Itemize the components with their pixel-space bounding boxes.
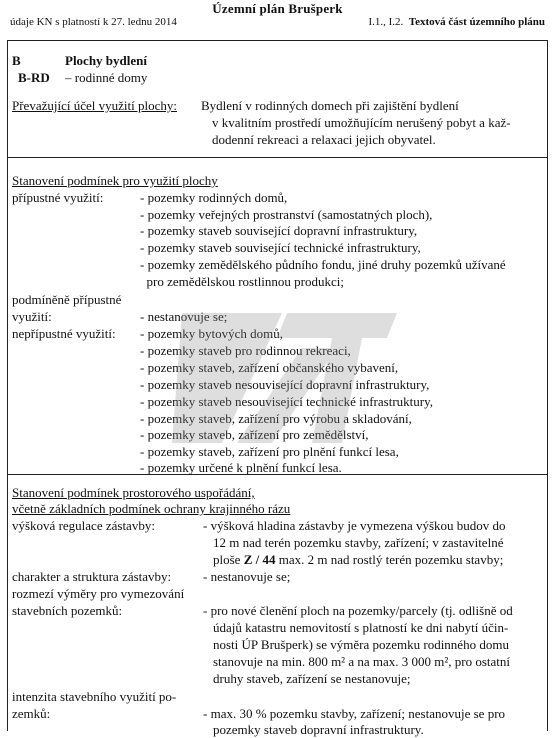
height-label: výšková regulace zástavby: (12, 518, 155, 533)
height-line (213, 551, 503, 568)
cadastre-date-note: údaje KN s platností k 27. lednu 2014 (10, 16, 177, 28)
prohibited-item: - pozemky staveb pro rodinnou rekreaci, (140, 343, 351, 358)
section-subcode: B-RD (18, 70, 50, 85)
permitted-label: přípustné využití: (12, 190, 104, 205)
intensity-label: zemků: (12, 706, 51, 721)
permitted-item: - pozemky veřejných prostranství (samostatných ploch), (140, 207, 433, 222)
plot-size-label: stavebních pozemků: (12, 603, 123, 618)
plot-size-line: druhy staveb, zařízení se nestanovuje; (213, 671, 411, 686)
intensity-line: - max. 30 % pozemku stavby, zařízení; nestanovuje se pro (203, 706, 506, 721)
prohibited-item: - pozemky staveb nesouvisející technické infrastruktury, (140, 394, 434, 409)
spatial-heading: Stanovení podmínek prostorového uspořádání, (12, 485, 255, 500)
prohibited-item: - pozemky staveb, zařízení občanského vybavení, (140, 360, 399, 375)
character-value: - nestanovuje se; (203, 569, 291, 584)
permitted-item: pro zemědělskou rostlinnou produkci; (140, 274, 344, 289)
document-part-text: Textová část územního plánu (408, 16, 545, 28)
permitted-item: - pozemky staveb související dopravní infrastruktury, (140, 223, 418, 238)
plot-size-line: - pro nové členění ploch na pozemky/parcely (tj. odlišně od (203, 603, 513, 618)
section-code: B (12, 53, 21, 68)
prohibited-item: - pozemky bytových domů, (140, 326, 283, 341)
plot-size-line: údajů katastru nemovitostí s platností ke dni nabytí účin- (213, 620, 509, 635)
height-plocha-code: Z / 44 (243, 552, 276, 567)
intensity-line: pozemky staveb dopravní infrastruktury. (213, 722, 424, 737)
conditional-label: využití: (12, 309, 52, 324)
purpose-line: dodenní rekreaci a relaxaci jejich obyvatel. (212, 132, 436, 147)
spatial-heading: včetně základních podmínek ochrany krajinného rázu (12, 501, 291, 516)
height-line: 12 m nad terén pozemku stavby, zařízení; v zastavitelné (213, 535, 504, 550)
permitted-item: - pozemky rodinných domů, (140, 190, 288, 205)
height-plocha-prefix: ploše (213, 552, 241, 567)
character-label: charakter a struktura zástavby: (12, 569, 172, 584)
conditional-label: podmíněně přípustné (12, 292, 122, 307)
plot-size-line: nosti ÚP Brušperk) se výměra pozemku rodinného domu (213, 637, 509, 652)
document-part-label (368, 16, 545, 28)
purpose-label: Převažující účel využití plochy: (12, 98, 177, 113)
purpose-line: Bydlení v rodinných domech při zajištění bydlení (201, 98, 459, 113)
intensity-label: intenzita stavebního využití po- (12, 689, 177, 704)
prohibited-item: - pozemky staveb nesouvisející dopravní infrastruktury, (140, 377, 430, 392)
conditional-value: - nestanovuje se; (140, 309, 228, 324)
prohibited-item: - pozemky staveb, zařízení pro plnění funkcí lesa, (140, 444, 399, 459)
section-divider (7, 157, 548, 158)
plot-size-label: rozmezí výměry pro vymezování (12, 586, 185, 601)
plot-size-line: stanovuje na min. 800 m² a na max. 3 000 m², pro ostatní (213, 654, 511, 669)
purpose-line: v kvalitním prostředí umožňujícím nerušený pobyt a kaž- (212, 115, 511, 130)
section-title: Plochy bydlení (65, 53, 147, 68)
permitted-item: - pozemky zemědělského půdního fondu, jiné druhy pozemků užívané (140, 257, 506, 272)
document-part-code: I.1., I.2. (368, 16, 404, 28)
document-title: Územní plán Brušperk (212, 1, 343, 16)
height-line-rest: max. 2 m nad rostlý terén pozemku stavby; (278, 552, 504, 567)
prohibited-label: nepřípustné využití: (12, 326, 116, 341)
section-subtitle: – rodinné domy (65, 70, 148, 85)
permitted-item: - pozemky staveb související technické infrastruktury, (140, 240, 421, 255)
prohibited-item: - pozemky staveb, zařízení pro výrobu a skladování, (140, 411, 412, 426)
conditions-heading: Stanovení podmínek pro využití plochy (12, 173, 218, 188)
prohibited-item: - pozemky staveb, zařízení pro zemědělství, (140, 427, 369, 442)
height-line: - výšková hladina zástavby je vymezena výškou budov do (203, 518, 506, 533)
prohibited-item: - pozemky určené k plnění funkcí lesa. (140, 460, 342, 475)
